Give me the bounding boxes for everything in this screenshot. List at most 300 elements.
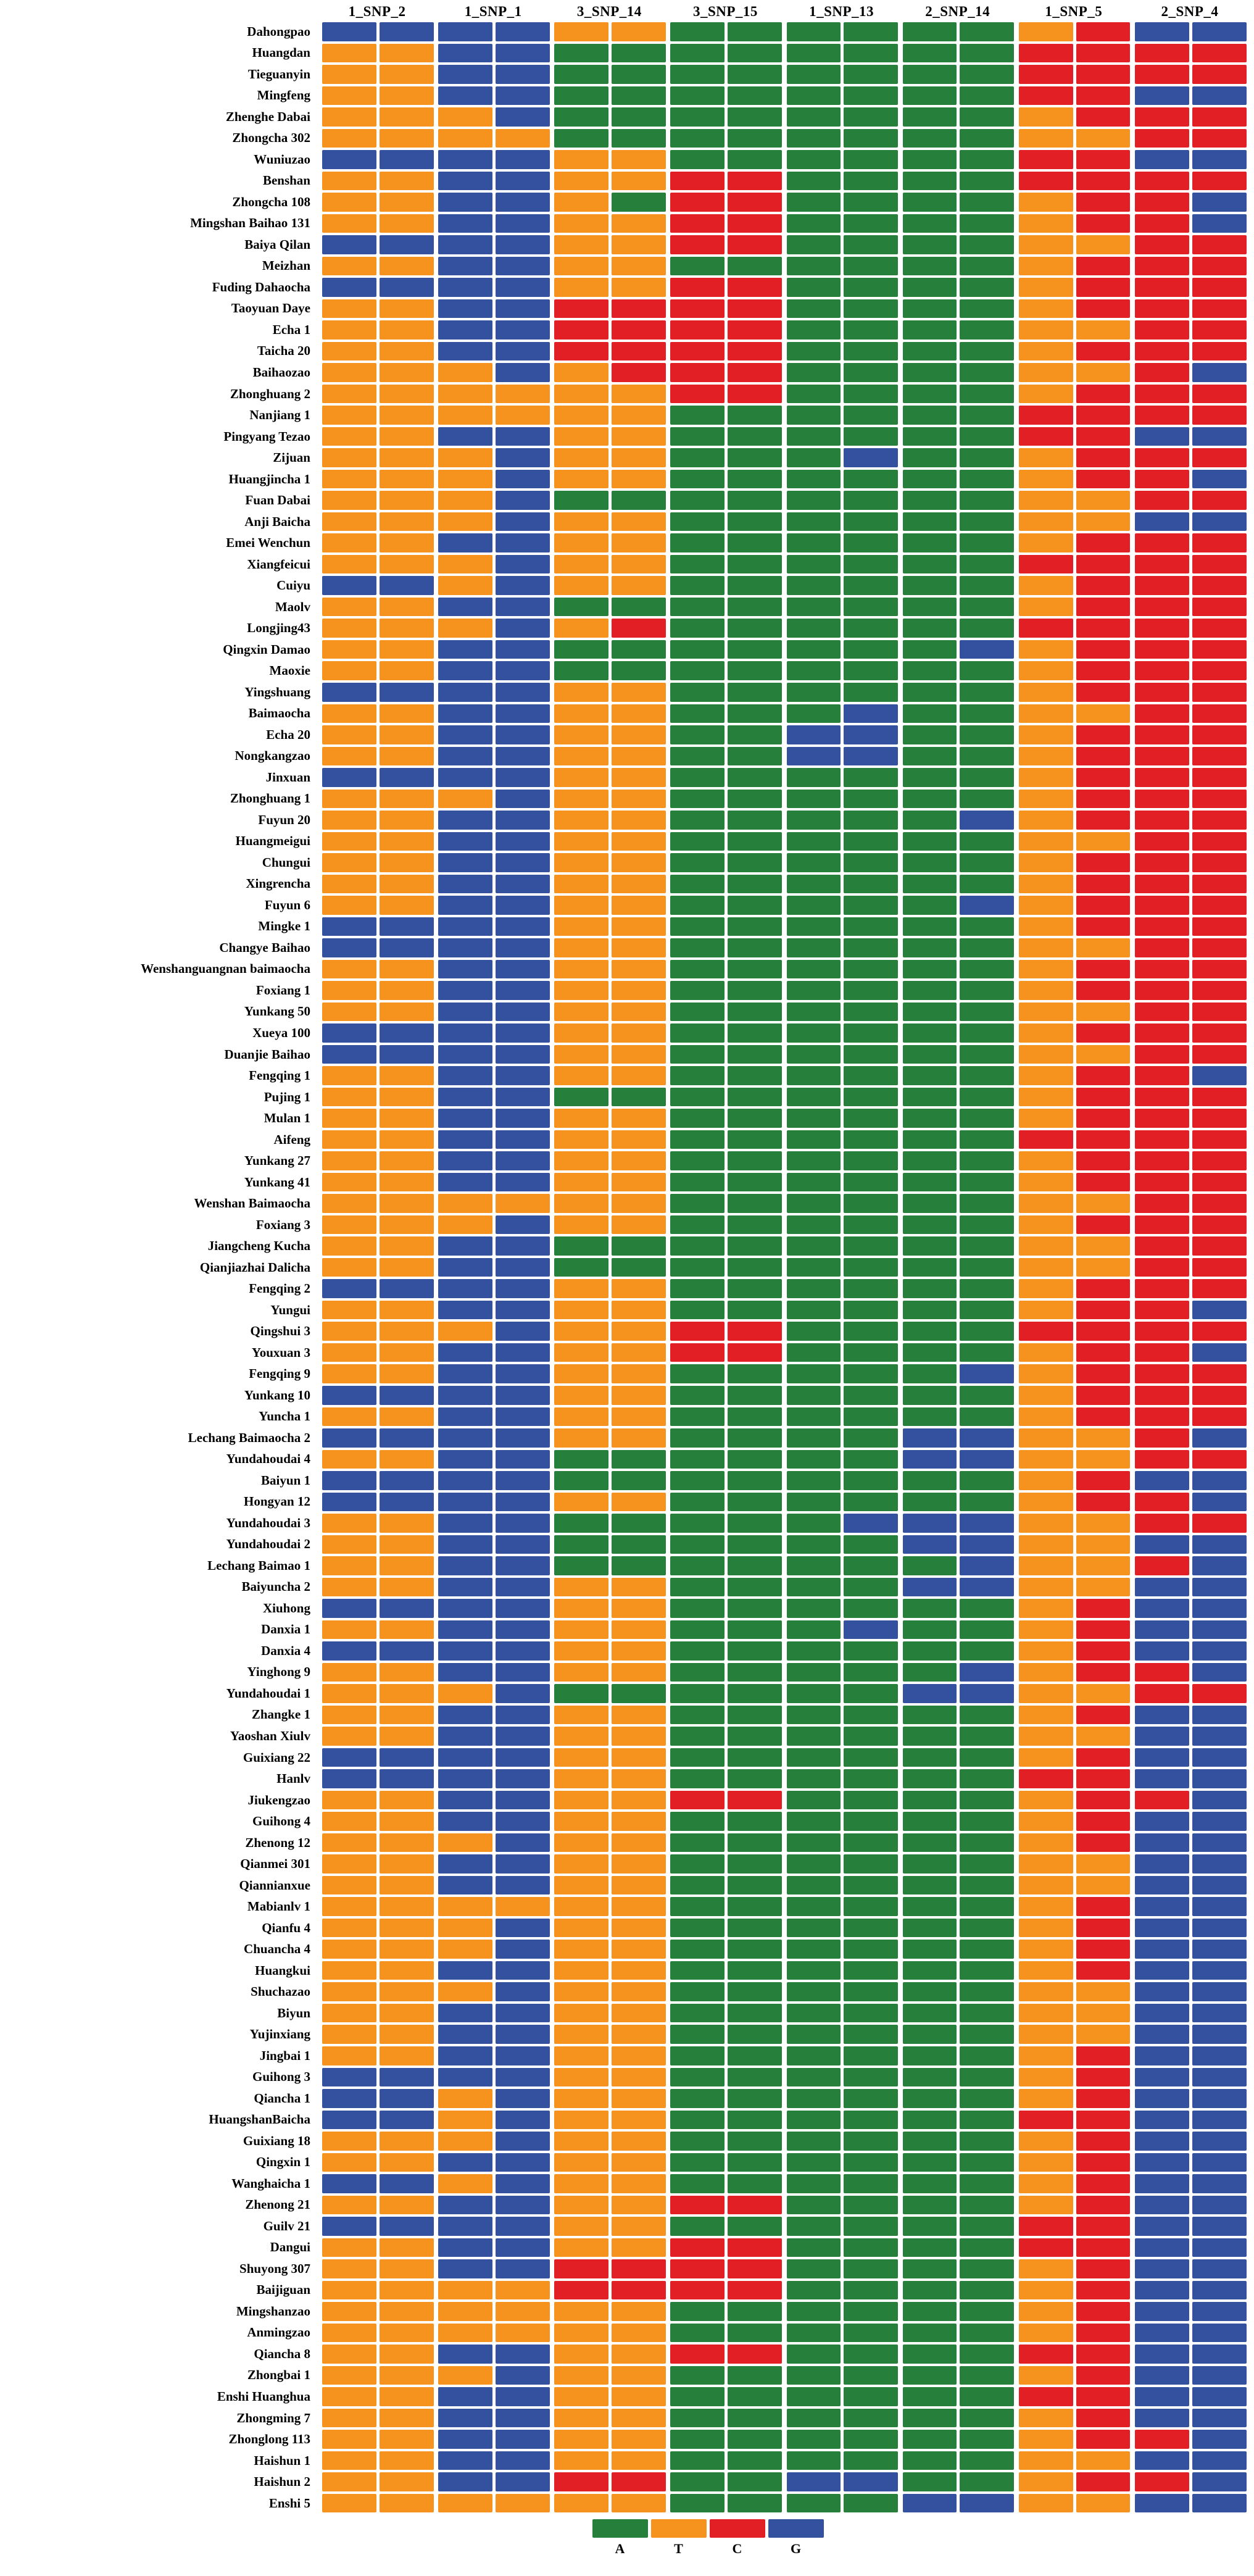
allele-cell bbox=[380, 2302, 434, 2321]
allele-cell bbox=[670, 917, 725, 936]
allele-cell bbox=[960, 2472, 1014, 2491]
allele-cell bbox=[1019, 2025, 1073, 2044]
cultivar-row bbox=[0, 639, 1248, 661]
allele-cell bbox=[670, 1620, 725, 1640]
allele-cell bbox=[728, 44, 782, 63]
allele-cell bbox=[322, 896, 376, 915]
cultivar-label: Foxiang 3 bbox=[255, 1217, 310, 1232]
allele-cell bbox=[787, 1428, 841, 1448]
allele-cell bbox=[960, 2345, 1014, 2364]
allele-cell bbox=[960, 576, 1014, 595]
allele-cell bbox=[380, 725, 434, 744]
allele-cell bbox=[960, 832, 1014, 851]
allele-cell bbox=[903, 257, 957, 276]
allele-cell bbox=[787, 853, 841, 872]
allele-cell bbox=[1076, 512, 1131, 531]
allele-cell bbox=[903, 342, 957, 361]
allele-cell bbox=[322, 299, 376, 319]
allele-cell bbox=[844, 640, 898, 659]
allele-cell bbox=[1192, 1599, 1247, 1618]
allele-cell bbox=[496, 1535, 550, 1554]
allele-cell bbox=[787, 2366, 841, 2385]
allele-cell bbox=[612, 257, 666, 276]
allele-cell bbox=[496, 44, 550, 63]
allele-cell bbox=[1135, 214, 1189, 233]
allele-cell bbox=[844, 2387, 898, 2406]
allele-cell bbox=[554, 576, 608, 595]
cultivar-label: Duanjie Baihao bbox=[224, 1046, 310, 1062]
allele-cell bbox=[1192, 1641, 1247, 1661]
allele-cell bbox=[322, 1236, 376, 1256]
cultivar-row bbox=[0, 1491, 1248, 1513]
allele-cell bbox=[612, 2302, 666, 2321]
cultivar-row bbox=[0, 1640, 1248, 1662]
allele-cell bbox=[612, 2132, 666, 2151]
allele-cell bbox=[728, 299, 782, 319]
legend-swatch-T bbox=[651, 2519, 707, 2538]
allele-cell bbox=[496, 1045, 550, 1064]
allele-cell bbox=[380, 1322, 434, 1341]
allele-cell bbox=[380, 2281, 434, 2300]
allele-cell bbox=[1019, 257, 1073, 276]
allele-cell bbox=[322, 2472, 376, 2491]
allele-cell bbox=[903, 1982, 957, 2001]
allele-cell bbox=[1019, 1769, 1073, 1788]
allele-cell bbox=[787, 1578, 841, 1597]
cultivar-row bbox=[0, 617, 1248, 639]
allele-cell bbox=[438, 320, 492, 340]
allele-cell bbox=[322, 2387, 376, 2406]
allele-cell bbox=[496, 470, 550, 489]
allele-cell bbox=[380, 853, 434, 872]
cultivar-row bbox=[0, 1960, 1248, 1982]
allele-cell bbox=[438, 1982, 492, 2001]
cultivar-row bbox=[0, 1086, 1248, 1108]
allele-cell bbox=[496, 2111, 550, 2130]
allele-cell bbox=[728, 790, 782, 809]
allele-cell bbox=[787, 640, 841, 659]
allele-cell bbox=[322, 2409, 376, 2428]
allele-cell bbox=[903, 235, 957, 254]
cultivar-label: Zhongcha 302 bbox=[232, 130, 310, 146]
allele-cell bbox=[787, 661, 841, 680]
allele-cell bbox=[960, 1514, 1014, 1533]
allele-cell bbox=[554, 278, 608, 297]
allele-cell bbox=[1076, 747, 1131, 766]
allele-cell bbox=[554, 2153, 608, 2172]
allele-cell bbox=[1192, 768, 1247, 787]
allele-cell bbox=[903, 1130, 957, 1149]
allele-cell bbox=[1076, 960, 1131, 979]
allele-cell bbox=[1076, 1236, 1131, 1256]
allele-cell bbox=[728, 363, 782, 382]
allele-cell bbox=[844, 2302, 898, 2321]
allele-cell bbox=[380, 1514, 434, 1533]
cultivar-label: Jiangcheng Kucha bbox=[207, 1238, 310, 1254]
allele-cell bbox=[1192, 512, 1247, 531]
allele-cell bbox=[670, 640, 725, 659]
cultivar-row bbox=[0, 362, 1248, 383]
allele-cell bbox=[1135, 555, 1189, 574]
allele-cell bbox=[960, 22, 1014, 41]
allele-cell bbox=[496, 406, 550, 425]
cultivar-row bbox=[0, 1470, 1248, 1491]
allele-cell bbox=[1192, 1727, 1247, 1746]
allele-cell bbox=[380, 491, 434, 510]
cultivar-label: Hongyan 12 bbox=[244, 1494, 310, 1509]
allele-cell bbox=[554, 1428, 608, 1448]
allele-cell bbox=[1076, 1301, 1131, 1320]
allele-cell bbox=[787, 385, 841, 404]
cultivar-label: Yujinxiang bbox=[249, 2027, 310, 2042]
allele-cell bbox=[1076, 1727, 1131, 1746]
allele-cell bbox=[1192, 1514, 1247, 1533]
allele-cell bbox=[844, 2089, 898, 2108]
allele-cell bbox=[322, 1833, 376, 1853]
allele-cell bbox=[1135, 2089, 1189, 2108]
allele-cell bbox=[438, 2196, 492, 2215]
allele-cell bbox=[612, 1599, 666, 1618]
allele-cell bbox=[438, 598, 492, 617]
allele-cell bbox=[322, 1023, 376, 1043]
allele-cell bbox=[903, 533, 957, 552]
allele-cell bbox=[1192, 1578, 1247, 1597]
allele-cell bbox=[322, 576, 376, 595]
allele-cell bbox=[670, 1578, 725, 1597]
allele-cell bbox=[787, 2025, 841, 2044]
allele-cell bbox=[438, 1088, 492, 1107]
cultivar-label: Danxia 4 bbox=[261, 1643, 310, 1658]
allele-cell bbox=[1019, 555, 1073, 574]
allele-cell bbox=[728, 1151, 782, 1170]
cultivar-label: Yungui bbox=[270, 1302, 310, 1317]
legend-item bbox=[592, 2519, 648, 2557]
allele-cell bbox=[554, 1066, 608, 1085]
allele-cell bbox=[1135, 2259, 1189, 2278]
allele-cell bbox=[1192, 1556, 1247, 1575]
allele-cell bbox=[438, 235, 492, 254]
allele-cell bbox=[960, 172, 1014, 191]
allele-cell bbox=[728, 1066, 782, 1085]
cultivar-row bbox=[0, 1385, 1248, 1406]
allele-cell bbox=[960, 533, 1014, 552]
cultivar-label: Lechang Baimao 1 bbox=[207, 1557, 310, 1573]
allele-cell bbox=[728, 1663, 782, 1682]
allele-cell bbox=[728, 470, 782, 489]
allele-cell bbox=[728, 768, 782, 787]
allele-cell bbox=[1019, 2345, 1073, 2364]
allele-cell bbox=[380, 2196, 434, 2215]
allele-cell bbox=[960, 1706, 1014, 1725]
allele-cell bbox=[612, 981, 666, 1000]
allele-cell bbox=[787, 1727, 841, 1746]
allele-cell bbox=[844, 1109, 898, 1128]
allele-cell bbox=[1019, 299, 1073, 319]
allele-cell bbox=[554, 1727, 608, 1746]
allele-cell bbox=[1192, 172, 1247, 191]
allele-cell bbox=[787, 1641, 841, 1661]
allele-cell bbox=[496, 683, 550, 702]
allele-cell bbox=[903, 1301, 957, 1320]
allele-cell bbox=[496, 853, 550, 872]
allele-cell bbox=[554, 406, 608, 425]
allele-cell bbox=[670, 1301, 725, 1320]
allele-cell bbox=[380, 1364, 434, 1383]
snp-column-header: 3_SNP_15 bbox=[692, 4, 758, 19]
allele-cell bbox=[787, 1322, 841, 1341]
allele-cell bbox=[903, 2366, 957, 2385]
allele-cell bbox=[670, 107, 725, 127]
allele-cell bbox=[1135, 193, 1189, 212]
allele-cell bbox=[787, 1663, 841, 1682]
allele-cell bbox=[728, 129, 782, 148]
cultivar-row bbox=[0, 2258, 1248, 2280]
cultivar-label: Huangjincha 1 bbox=[228, 471, 310, 486]
allele-cell bbox=[380, 1386, 434, 1405]
allele-cell bbox=[787, 2068, 841, 2087]
allele-cell bbox=[787, 1151, 841, 1170]
allele-cell bbox=[1076, 619, 1131, 638]
allele-cell bbox=[322, 2281, 376, 2300]
allele-cell bbox=[612, 1833, 666, 1853]
allele-cell bbox=[554, 2366, 608, 2385]
allele-cell bbox=[438, 129, 492, 148]
allele-cell bbox=[554, 533, 608, 552]
allele-cell bbox=[1192, 2302, 1247, 2321]
allele-cell bbox=[380, 2345, 434, 2364]
allele-cell bbox=[903, 427, 957, 446]
allele-cell bbox=[1192, 299, 1247, 319]
allele-cell bbox=[1019, 1343, 1073, 1362]
allele-cell bbox=[670, 1322, 725, 1341]
allele-cell bbox=[1192, 1982, 1247, 2001]
allele-cell bbox=[322, 2174, 376, 2193]
allele-cell bbox=[960, 363, 1014, 382]
allele-cell bbox=[612, 1002, 666, 1022]
allele-cell bbox=[496, 1471, 550, 1490]
allele-cell bbox=[670, 1684, 725, 1703]
allele-cell bbox=[322, 1215, 376, 1235]
allele-cell bbox=[438, 917, 492, 936]
allele-cell bbox=[903, 832, 957, 851]
cultivar-row bbox=[0, 191, 1248, 213]
allele-cell bbox=[1019, 193, 1073, 212]
allele-cell bbox=[1076, 448, 1131, 467]
allele-cell bbox=[554, 1279, 608, 1298]
allele-cell bbox=[554, 640, 608, 659]
allele-cell bbox=[554, 1961, 608, 1980]
cultivar-row bbox=[0, 2237, 1248, 2259]
allele-cell bbox=[844, 811, 898, 830]
allele-cell bbox=[1135, 2409, 1189, 2428]
cultivar-row bbox=[0, 1853, 1248, 1875]
allele-cell bbox=[322, 598, 376, 617]
allele-cell bbox=[380, 1706, 434, 1725]
allele-cell bbox=[787, 1684, 841, 1703]
allele-cell bbox=[496, 938, 550, 957]
allele-cell bbox=[496, 2153, 550, 2172]
allele-cell bbox=[1192, 981, 1247, 1000]
cultivar-label: Aifeng bbox=[273, 1132, 310, 1147]
allele-cell bbox=[670, 2089, 725, 2108]
allele-cell bbox=[612, 1194, 666, 1213]
allele-cell bbox=[612, 938, 666, 957]
cultivar-label: Baijiguan bbox=[256, 2282, 310, 2298]
allele-cell bbox=[1019, 1258, 1073, 1277]
allele-cell bbox=[1076, 2068, 1131, 2087]
allele-cell bbox=[670, 129, 725, 148]
allele-cell bbox=[322, 981, 376, 1000]
cultivar-label: Zhonglong 113 bbox=[228, 2432, 310, 2447]
cultivar-label: Fuan Dabai bbox=[245, 493, 310, 508]
allele-cell bbox=[438, 2345, 492, 2364]
allele-cell bbox=[960, 1322, 1014, 1341]
allele-cell bbox=[670, 1450, 725, 1469]
cultivar-label: Nongkangzao bbox=[235, 748, 310, 764]
allele-cell bbox=[670, 1641, 725, 1661]
allele-cell bbox=[496, 363, 550, 382]
allele-cell bbox=[1192, 747, 1247, 766]
allele-cell bbox=[496, 1322, 550, 1341]
allele-cell bbox=[670, 2409, 725, 2428]
allele-cell bbox=[1135, 1514, 1189, 1533]
allele-cell bbox=[496, 1450, 550, 1469]
allele-cell bbox=[903, 2387, 957, 2406]
allele-cell bbox=[728, 661, 782, 680]
allele-cell bbox=[844, 1386, 898, 1405]
allele-cell bbox=[903, 1364, 957, 1383]
allele-cell bbox=[322, 2089, 376, 2108]
allele-cell bbox=[1192, 385, 1247, 404]
allele-cell bbox=[670, 1215, 725, 1235]
cultivar-label: HuangshanBaicha bbox=[209, 2112, 310, 2127]
allele-cell bbox=[787, 406, 841, 425]
allele-cell bbox=[438, 1599, 492, 1618]
allele-cell bbox=[612, 2196, 666, 2215]
allele-cell bbox=[554, 1236, 608, 1256]
allele-cell bbox=[903, 1023, 957, 1043]
allele-cell bbox=[960, 704, 1014, 723]
allele-cell bbox=[903, 2004, 957, 2023]
allele-cell bbox=[438, 1215, 492, 1235]
allele-cell bbox=[438, 1812, 492, 1831]
allele-cell bbox=[670, 2132, 725, 2151]
allele-cell bbox=[380, 406, 434, 425]
allele-cell bbox=[960, 2238, 1014, 2257]
allele-cell bbox=[903, 917, 957, 936]
allele-cell bbox=[728, 2324, 782, 2343]
allele-cell bbox=[728, 1812, 782, 1831]
allele-cell bbox=[322, 22, 376, 41]
cultivar-row bbox=[0, 1129, 1248, 1151]
allele-cell bbox=[612, 406, 666, 425]
allele-cell bbox=[670, 1493, 725, 1512]
allele-cell bbox=[322, 1450, 376, 1469]
allele-cell bbox=[1076, 1578, 1131, 1597]
allele-cell bbox=[496, 747, 550, 766]
cultivar-row bbox=[0, 1406, 1248, 1428]
cultivar-row bbox=[0, 831, 1248, 852]
allele-cell bbox=[1076, 278, 1131, 297]
allele-cell bbox=[1019, 22, 1073, 41]
allele-cell bbox=[612, 2259, 666, 2278]
allele-cell bbox=[1076, 1215, 1131, 1235]
allele-cell bbox=[496, 2472, 550, 2491]
allele-cell bbox=[322, 1578, 376, 1597]
allele-cell bbox=[728, 1535, 782, 1554]
allele-cell bbox=[1019, 512, 1073, 531]
cultivar-row bbox=[0, 1278, 1248, 1299]
allele-cell bbox=[380, 2111, 434, 2130]
allele-cell bbox=[728, 1236, 782, 1256]
allele-cell bbox=[1135, 1599, 1189, 1618]
allele-cell bbox=[728, 1343, 782, 1362]
allele-cell bbox=[844, 1706, 898, 1725]
allele-cell bbox=[496, 2494, 550, 2513]
allele-cell bbox=[960, 1215, 1014, 1235]
cultivar-row bbox=[0, 1449, 1248, 1470]
allele-cell bbox=[380, 917, 434, 936]
allele-cell bbox=[1019, 2111, 1073, 2130]
allele-cell bbox=[960, 853, 1014, 872]
allele-cell bbox=[438, 448, 492, 467]
allele-cell bbox=[1135, 1258, 1189, 1277]
allele-cell bbox=[1019, 2387, 1073, 2406]
allele-cell bbox=[903, 661, 957, 680]
cultivar-row bbox=[0, 21, 1248, 43]
allele-cell bbox=[322, 1194, 376, 1213]
allele-cell bbox=[554, 1919, 608, 1938]
allele-cell bbox=[844, 1173, 898, 1192]
allele-cell bbox=[1076, 193, 1131, 212]
allele-cell bbox=[496, 172, 550, 191]
allele-cell bbox=[1076, 44, 1131, 63]
allele-cell bbox=[728, 1748, 782, 1767]
allele-cell bbox=[380, 2132, 434, 2151]
allele-cell bbox=[787, 1258, 841, 1277]
allele-cell bbox=[496, 555, 550, 574]
allele-cell bbox=[1192, 960, 1247, 979]
allele-cell bbox=[960, 1109, 1014, 1128]
allele-cell bbox=[670, 2068, 725, 2087]
allele-cell bbox=[1076, 2004, 1131, 2023]
allele-cell bbox=[322, 1684, 376, 1703]
allele-cell bbox=[380, 193, 434, 212]
allele-cell bbox=[322, 683, 376, 702]
cultivar-row bbox=[0, 43, 1248, 64]
allele-cell bbox=[1192, 2132, 1247, 2151]
allele-cell bbox=[496, 1301, 550, 1320]
legend-label: G bbox=[790, 2541, 802, 2556]
allele-cell bbox=[1076, 598, 1131, 617]
allele-cell bbox=[960, 1173, 1014, 1192]
allele-cell bbox=[903, 896, 957, 915]
allele-cell bbox=[380, 960, 434, 979]
allele-cell bbox=[787, 1343, 841, 1362]
allele-cell bbox=[670, 1876, 725, 1895]
allele-cell bbox=[612, 661, 666, 680]
allele-cell bbox=[438, 193, 492, 212]
allele-cell bbox=[554, 1897, 608, 1916]
allele-cell bbox=[728, 2451, 782, 2470]
allele-cell bbox=[1076, 363, 1131, 382]
allele-cell bbox=[844, 44, 898, 63]
allele-cell bbox=[960, 385, 1014, 404]
allele-cell bbox=[554, 1748, 608, 1767]
cultivar-label: Yunkang 50 bbox=[244, 1004, 310, 1019]
allele-cell bbox=[1135, 1620, 1189, 1640]
allele-cell bbox=[612, 1151, 666, 1170]
